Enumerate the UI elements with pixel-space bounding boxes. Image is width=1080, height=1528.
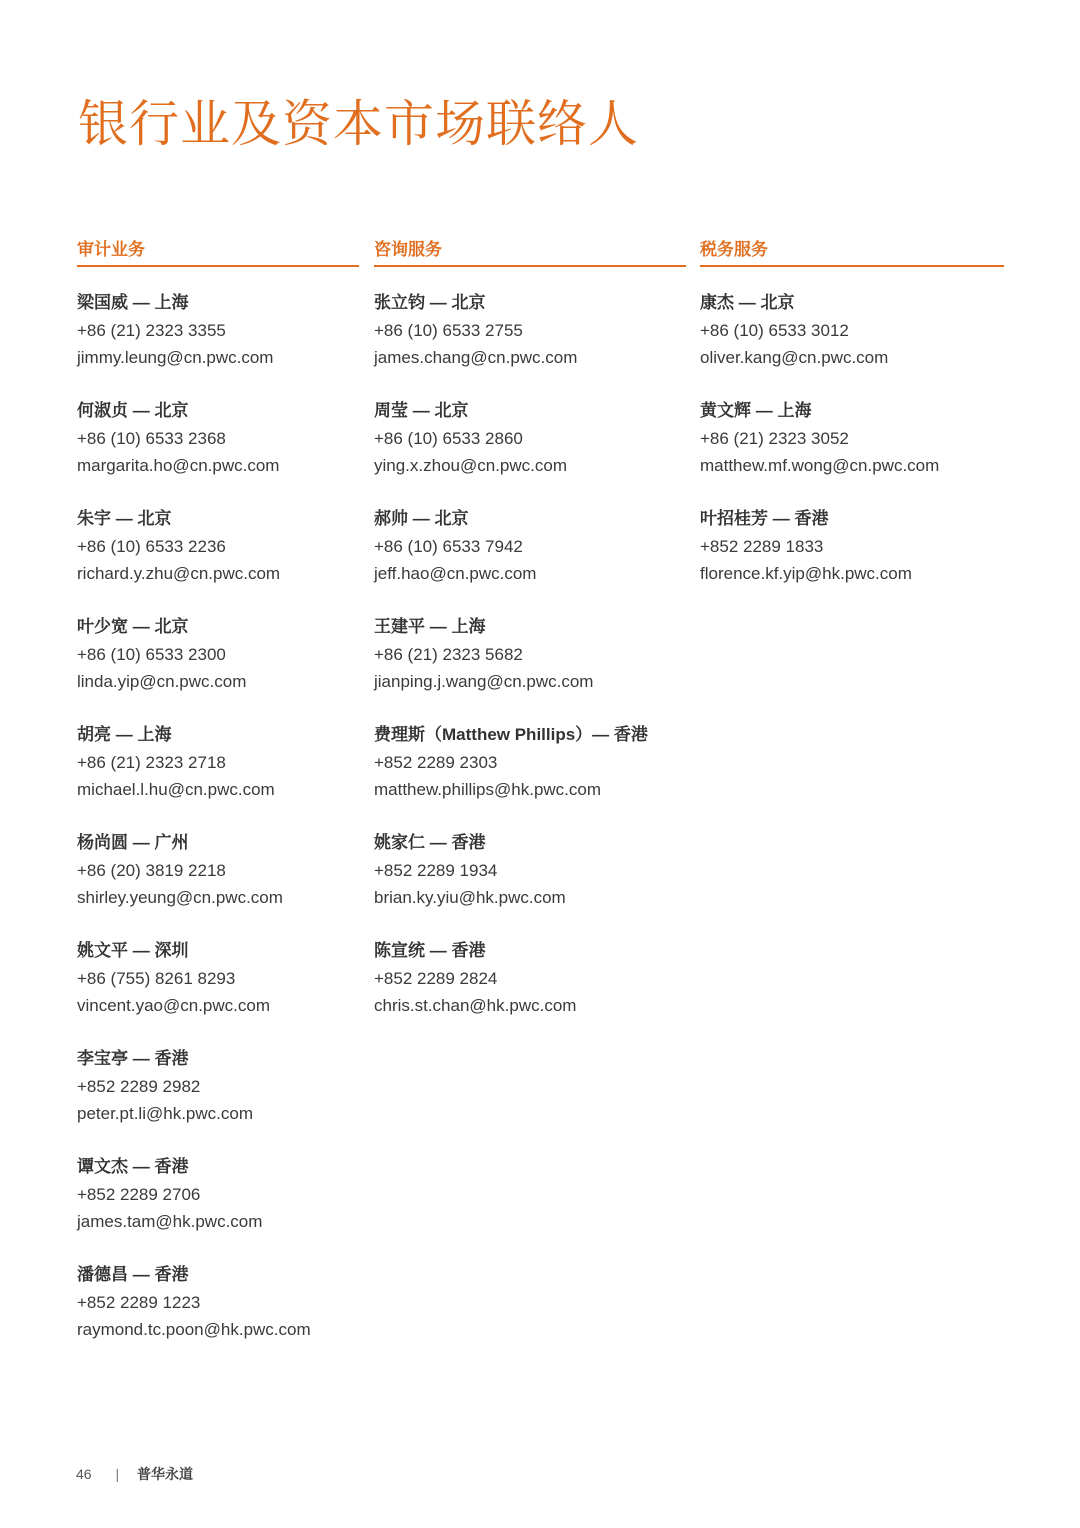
contact-email[interactable]: james.chang@cn.pwc.com [374, 348, 578, 367]
contact-email[interactable]: james.tam@hk.pwc.com [77, 1212, 263, 1231]
contact-card [77, 1154, 359, 1262]
column-tax [700, 237, 1004, 614]
contact-phone: +86 (21) 2323 2718 [77, 753, 226, 772]
contact-card [374, 398, 686, 506]
contact-phone: +86 (10) 6533 2755 [374, 321, 523, 340]
contact-phone: +852 2289 2982 [77, 1077, 201, 1096]
contact-name: 梁国威 — 上海 [77, 293, 189, 312]
column-audit [77, 237, 359, 1370]
contact-name: 张立钧 — 北京 [374, 293, 486, 312]
column-header-consulting: 咨询服务 [374, 237, 686, 267]
contact-card [700, 506, 1004, 614]
contact-email[interactable]: michael.l.hu@cn.pwc.com [77, 780, 275, 799]
contact-card [374, 290, 686, 398]
contact-phone: +86 (21) 2323 3052 [700, 429, 849, 448]
contact-name: 费理斯（Matthew Phillips）— 香港 [374, 725, 648, 744]
contact-name: 何淑贞 — 北京 [77, 401, 189, 420]
contact-email[interactable]: vincent.yao@cn.pwc.com [77, 996, 271, 1015]
contact-name: 叶少宽 — 北京 [77, 617, 189, 636]
contact-email[interactable]: florence.kf.yip@hk.pwc.com [700, 564, 912, 583]
contact-card [77, 722, 359, 830]
contact-phone: +852 2289 2706 [77, 1185, 201, 1204]
contact-phone: +86 (10) 6533 2300 [77, 645, 226, 664]
column-header-audit: 审计业务 [77, 237, 359, 267]
contact-card [77, 506, 359, 614]
contact-name: 康杰 — 北京 [700, 293, 795, 312]
contact-phone: +86 (10) 6533 2236 [77, 537, 226, 556]
contact-email[interactable]: linda.yip@cn.pwc.com [77, 672, 247, 691]
contact-phone: +86 (20) 3819 2218 [77, 861, 226, 880]
contact-email[interactable]: chris.st.chan@hk.pwc.com [374, 996, 577, 1015]
contact-card [374, 614, 686, 722]
contact-card [77, 398, 359, 506]
contact-name: 周莹 — 北京 [374, 401, 469, 420]
contact-email[interactable]: matthew.phillips@hk.pwc.com [374, 780, 602, 799]
contact-name: 王建平 — 上海 [374, 617, 486, 636]
contact-phone: +852 2289 2303 [374, 753, 498, 772]
contact-list-consulting [374, 290, 686, 1046]
contact-name: 谭文杰 — 香港 [77, 1157, 189, 1176]
contact-list-audit [77, 290, 359, 1370]
contact-name: 郝帅 — 北京 [374, 509, 469, 528]
contact-phone: +86 (10) 6533 7942 [374, 537, 523, 556]
contact-email[interactable]: ying.x.zhou@cn.pwc.com [374, 456, 568, 475]
contact-phone: +86 (21) 2323 5682 [374, 645, 523, 664]
contact-card [700, 290, 1004, 398]
contact-email[interactable]: oliver.kang@cn.pwc.com [700, 348, 889, 367]
contact-phone: +86 (755) 8261 8293 [77, 969, 236, 988]
contact-email[interactable]: jianping.j.wang@cn.pwc.com [374, 672, 594, 691]
contact-name: 潘德昌 — 香港 [77, 1265, 189, 1284]
contact-name: 胡亮 — 上海 [77, 725, 172, 744]
contact-phone: +852 2289 1934 [374, 861, 498, 880]
contact-name: 黄文辉 — 上海 [700, 401, 812, 420]
contact-card [374, 938, 686, 1046]
contact-phone: +86 (10) 6533 2860 [374, 429, 523, 448]
contact-phone: +852 2289 1223 [77, 1293, 201, 1312]
contact-email[interactable]: peter.pt.li@hk.pwc.com [77, 1104, 253, 1123]
contact-name: 陈宣统 — 香港 [374, 941, 486, 960]
contact-phone: +86 (10) 6533 2368 [77, 429, 226, 448]
contact-email[interactable]: richard.y.zhu@cn.pwc.com [77, 564, 281, 583]
contact-card [77, 938, 359, 1046]
contact-card [77, 830, 359, 938]
contact-email[interactable]: jeff.hao@cn.pwc.com [374, 564, 537, 583]
contact-card [77, 1046, 359, 1154]
column-header-tax: 税务服务 [700, 237, 1004, 267]
contact-card [374, 722, 686, 830]
contact-card [374, 830, 686, 938]
contact-name: 李宝亭 — 香港 [77, 1049, 189, 1068]
publication-name: 普华永道 [137, 1466, 193, 1482]
contact-name: 姚文平 — 深圳 [77, 941, 189, 960]
contact-email[interactable]: matthew.mf.wong@cn.pwc.com [700, 456, 940, 475]
contact-name: 叶招桂芳 — 香港 [700, 509, 829, 528]
contact-card [77, 1262, 359, 1370]
contact-card [700, 398, 1004, 506]
contact-name: 朱宇 — 北京 [77, 509, 172, 528]
contact-email[interactable]: raymond.tc.poon@hk.pwc.com [77, 1320, 311, 1339]
page-footer [76, 1463, 193, 1485]
contact-email[interactable]: jimmy.leung@cn.pwc.com [77, 348, 274, 367]
contact-name: 杨尚圆 — 广州 [77, 833, 189, 852]
contact-email[interactable]: shirley.yeung@cn.pwc.com [77, 888, 283, 907]
contact-phone: +86 (10) 6533 3012 [700, 321, 849, 340]
page-number: 46 [76, 1466, 92, 1482]
contact-phone: +852 2289 2824 [374, 969, 498, 988]
page-title: 银行业及资本市场联络人 [78, 95, 639, 153]
contact-email[interactable]: brian.ky.yiu@hk.pwc.com [374, 888, 566, 907]
contact-phone: +86 (21) 2323 3355 [77, 321, 226, 340]
footer-separator: | [115, 1466, 120, 1482]
contact-phone: +852 2289 1833 [700, 537, 824, 556]
contact-email[interactable]: margarita.ho@cn.pwc.com [77, 456, 280, 475]
contact-card [374, 506, 686, 614]
contact-name: 姚家仁 — 香港 [374, 833, 486, 852]
contact-list-tax [700, 290, 1004, 614]
contact-card [77, 290, 359, 398]
contact-card [77, 614, 359, 722]
column-consulting [374, 237, 686, 1046]
